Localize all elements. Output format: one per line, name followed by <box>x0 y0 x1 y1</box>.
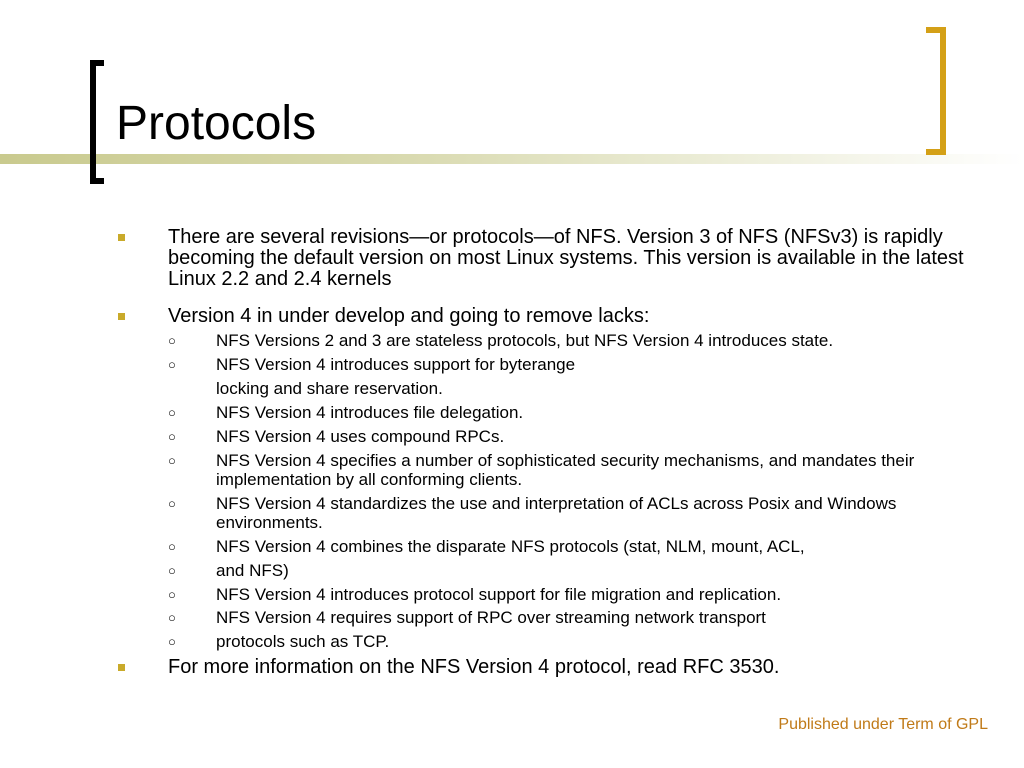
sub-bullet-item <box>168 403 948 422</box>
sub-bullet-text: NFS Version 4 specifies a number of sophisticated security mechanisms, and mandates their implementation by all conforming clients. <box>216 451 915 489</box>
circle-bullet-icon: ○ <box>168 539 176 554</box>
sub-bullet-text: NFS Version 4 introduces file delegation. <box>216 403 524 422</box>
square-bullet-icon <box>118 234 125 241</box>
circle-bullet-icon: ○ <box>168 563 176 578</box>
sub-bullet-item <box>168 585 948 604</box>
sub-bullet-text: NFS Version 4 introduces protocol support for file migration and replication. <box>216 585 782 604</box>
square-bullet-icon <box>118 664 125 671</box>
sub-bullet-item <box>168 451 948 489</box>
sub-bullet-item <box>168 561 948 580</box>
bullet-item <box>118 657 968 678</box>
bullet-text: Version 4 in under develop and going to remove lacks: <box>168 305 650 327</box>
sub-bullet-text: NFS Version 4 standardizes the use and interpretation of ACLs across Posix and Windows environments. <box>216 494 897 532</box>
circle-bullet-icon: ○ <box>168 357 176 372</box>
circle-bullet-icon: ○ <box>168 333 176 348</box>
sub-bullet-text: NFS Version 4 requires support of RPC over streaming network transport <box>216 608 766 627</box>
circle-bullet-icon: ○ <box>168 453 176 468</box>
bullet-text: There are several revisions—or protocols—of NFS. Version 3 of NFS (NFSv3) is rapidly becoming the default version on most Linux systems. This version is available in the latest Linux 2.2 and 2.4 kernels <box>168 226 964 290</box>
circle-bullet-icon: ○ <box>168 587 176 602</box>
sub-bullet-text: protocols such as TCP. <box>216 632 390 651</box>
right-bracket-decoration <box>926 27 946 155</box>
circle-bullet-icon: ○ <box>168 610 176 625</box>
slide-title: Protocols <box>116 97 317 150</box>
sub-bullet-text: NFS Version 4 combines the disparate NFS protocols (stat, NLM, mount, ACL, <box>216 537 805 556</box>
bullet-text: For more information on the NFS Version 4 protocol, read RFC 3530. <box>168 656 780 678</box>
sub-bullet-item <box>168 494 948 532</box>
sub-bullet-continuation <box>168 379 948 398</box>
sub-bullet-item <box>168 632 948 651</box>
sub-bullet-text: NFS Versions 2 and 3 are stateless protocols, but NFS Version 4 introduces state. <box>216 331 834 350</box>
circle-bullet-icon: ○ <box>168 634 176 649</box>
bullet-item <box>118 227 968 290</box>
sub-bullet-text: NFS Version 4 introduces support for byterange <box>216 355 576 374</box>
circle-bullet-icon: ○ <box>168 496 176 511</box>
sub-bullet-item <box>168 608 948 627</box>
sub-bullet-text: locking and share reservation. <box>216 379 443 398</box>
circle-bullet-icon: ○ <box>168 405 176 420</box>
sub-bullet-item <box>168 537 948 556</box>
circle-bullet-icon: ○ <box>168 429 176 444</box>
sub-bullet-item <box>168 331 948 350</box>
sub-bullet-text: and NFS) <box>216 561 289 580</box>
sub-bullet-item <box>168 355 948 374</box>
sub-bullet-text: NFS Version 4 uses compound RPCs. <box>216 427 505 446</box>
footer-text: Published under Term of GPL <box>778 716 988 733</box>
bullet-item <box>118 306 968 327</box>
square-bullet-icon <box>118 313 125 320</box>
title-band <box>0 154 1024 164</box>
sub-bullet-item <box>168 427 948 446</box>
left-bracket-decoration <box>90 60 104 184</box>
